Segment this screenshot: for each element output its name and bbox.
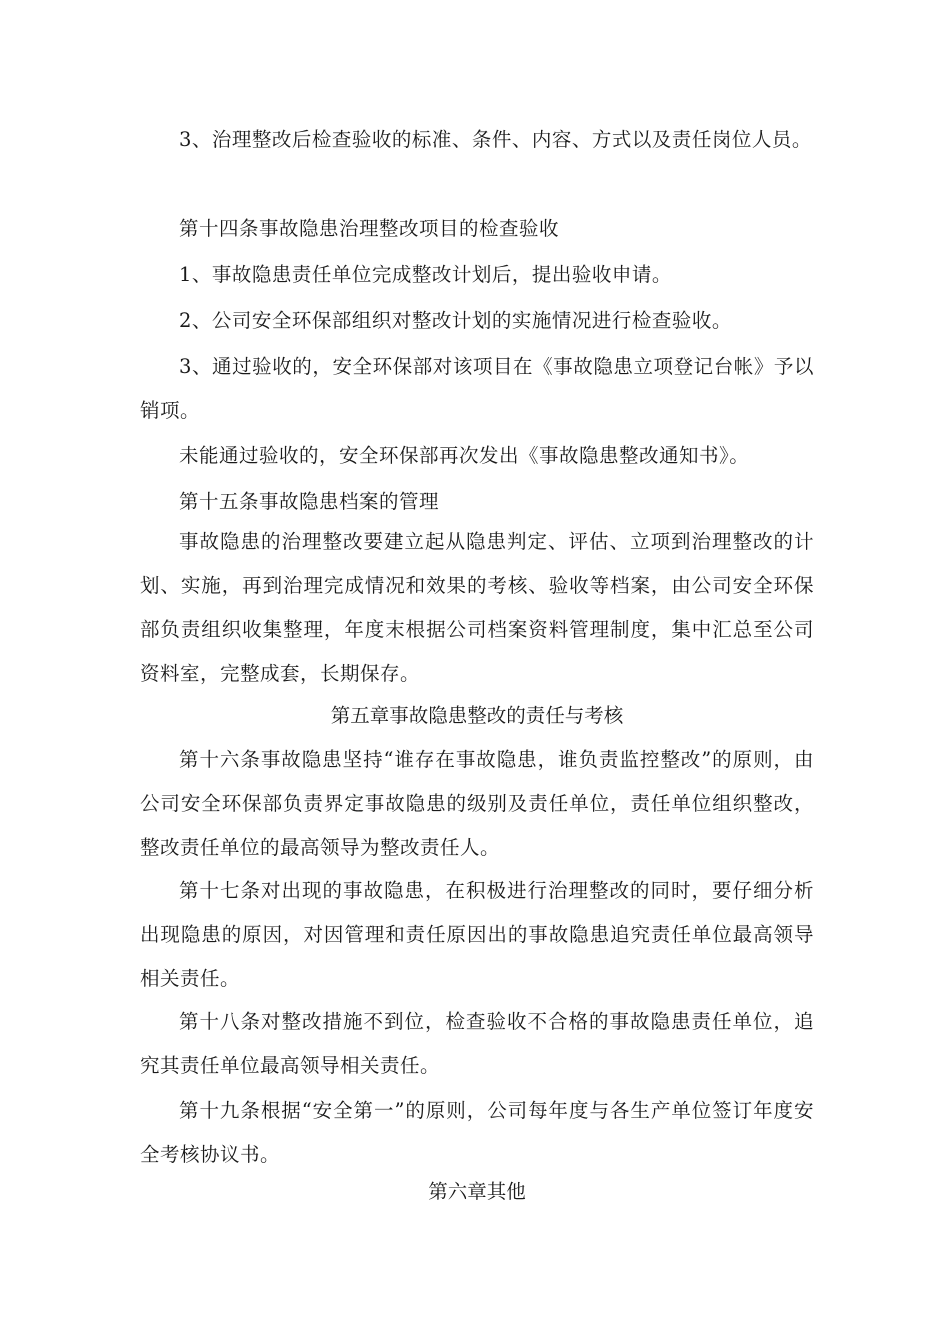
article-15-title: 第十五条事故隐患档案的管理	[179, 490, 440, 513]
paragraph-acceptance-standards: 3、治理整改后检查验收的标准、条件、内容、方式以及责任岗位人员。	[179, 128, 812, 151]
article-18-paragraph: 第十八条对整改措施不到位，检查验收不合格的事故隐患责任单位，追究其责任单位最高领导相关责任。	[140, 1010, 814, 1077]
article-19-paragraph: 第十九条根据“安全第一”的原则，公司每年度与各生产单位签订年度安全考核协议书。	[140, 1099, 814, 1166]
paragraph-archive-management: 事故隐患的治理整改要建立起从隐患判定、评估、立项到治理整改的计划、实施，再到治理完成情况和效果的考核、验收等档案，由公司安全环保部负责组织收集整理，年度末根据公司档案资料管理制度，集中汇总至公司资料室，完整成套，长期保存。	[140, 530, 814, 685]
paragraph-passed-acceptance: 3、通过验收的，安全环保部对该项目在《事故隐患立项登记台帐》予以销项。	[140, 355, 814, 422]
chapter-6-heading: 第六章其他	[428, 1180, 526, 1203]
chapter-5-heading: 第五章事故隐患整改的责任与考核	[330, 704, 624, 727]
article-16-paragraph: 第十六条事故隐患坚持“谁存在事故隐患，谁负责监控整改”的原则，由公司安全环保部负责界定事故隐患的级别及责任单位，责任单位组织整改，整改责任单位的最高领导为整改责任人。	[140, 748, 814, 859]
paragraph-failed-acceptance: 未能通过验收的，安全环保部再次发出《事故隐患整改通知书》。	[179, 444, 750, 467]
paragraph-acceptance-application: 1、事故隐患责任单位完成整改计划后，提出验收申请。	[179, 263, 672, 286]
paragraph-inspection-acceptance: 2、公司安全环保部组织对整改计划的实施情况进行检查验收。	[179, 309, 732, 332]
article-17-paragraph: 第十七条对出现的事故隐患，在积极进行治理整改的同时，要仔细分析出现隐患的原因，对因管理和责任原因出的事故隐患追究责任单位最高领导相关责任。	[140, 879, 814, 990]
article-14-title: 第十四条事故隐患治理整改项目的检查验收	[179, 217, 560, 240]
